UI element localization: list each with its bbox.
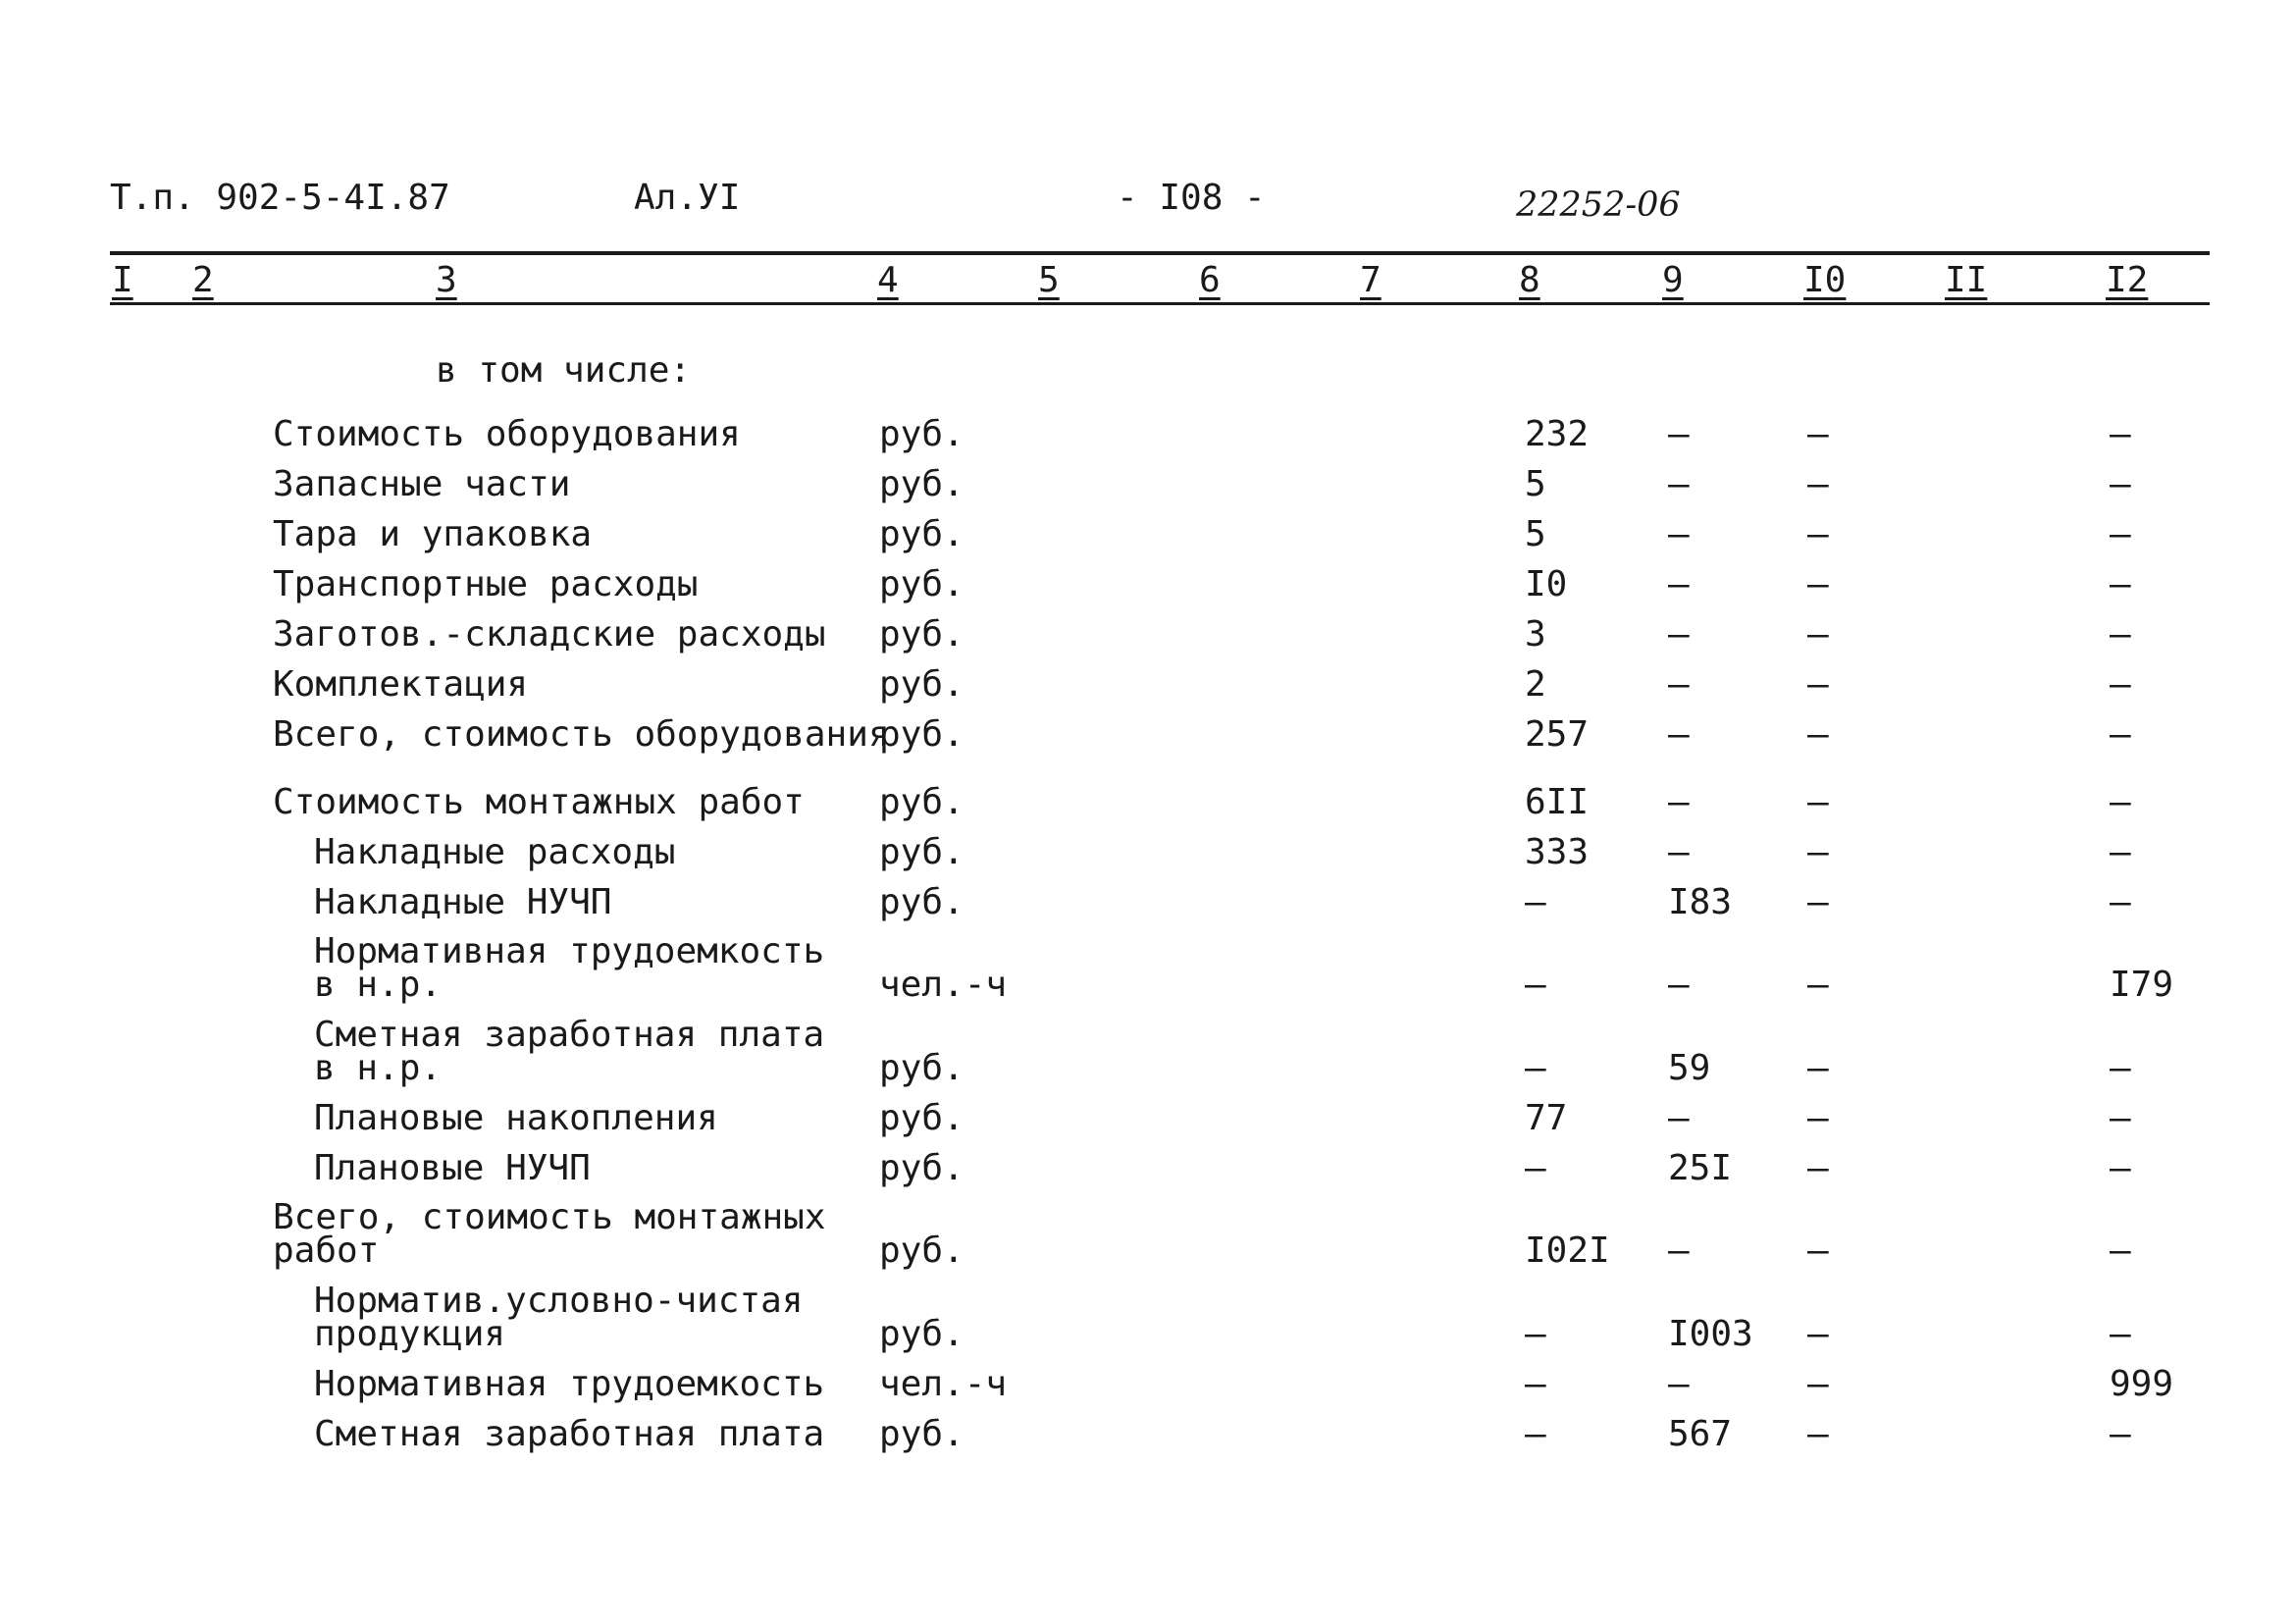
row-value-col12: – <box>2110 782 2131 822</box>
row-value-col8: 232 <box>1525 414 1590 454</box>
row-value-col8: – <box>1525 965 1546 1005</box>
row-unit: руб. <box>879 714 965 755</box>
column-number-2: 2 <box>192 260 214 300</box>
row-label: Стоимость монтажных работ <box>273 782 805 822</box>
row-value-col12: – <box>2110 664 2131 705</box>
row-label: Заготов.-складские расходы <box>273 614 826 655</box>
column-header-rule <box>110 302 2210 305</box>
row-value-col9: 25I <box>1668 1148 1733 1188</box>
row-value-col12: – <box>2110 882 2131 922</box>
row-value-col8: 3 <box>1525 614 1546 655</box>
row-value-col9: I83 <box>1668 882 1733 922</box>
row-value-col10: – <box>1807 1048 1829 1088</box>
column-number-12: I2 <box>2106 260 2149 300</box>
column-number-11: II <box>1945 260 1988 300</box>
row-value-col10: – <box>1807 1098 1829 1138</box>
row-value-col10: – <box>1807 514 1829 554</box>
row-label: Плановые накопления <box>314 1098 718 1138</box>
column-number-8: 8 <box>1519 260 1540 300</box>
section-title: в том числе: <box>436 350 692 391</box>
row-value-col8: 257 <box>1525 714 1590 755</box>
row-value-col8: – <box>1525 1314 1546 1354</box>
row-value-col8: I02I <box>1525 1231 1610 1271</box>
row-label: Комплектация <box>273 664 529 705</box>
row-unit: руб. <box>879 782 965 822</box>
row-value-col12: – <box>2110 1148 2131 1188</box>
row-value-col9: – <box>1668 414 1690 454</box>
row-unit: руб. <box>879 1148 965 1188</box>
row-value-col9: – <box>1668 564 1690 604</box>
row-value-col9: I003 <box>1668 1314 1753 1354</box>
row-value-col8: 77 <box>1525 1098 1568 1138</box>
row-value-col9: – <box>1668 1364 1690 1404</box>
row-value-col8: 333 <box>1525 832 1590 872</box>
row-label: Сметная заработная плата <box>314 1414 825 1454</box>
row-unit: руб. <box>879 1231 965 1271</box>
row-value-col8: 5 <box>1525 514 1546 554</box>
row-value-col10: – <box>1807 782 1829 822</box>
row-value-col9: – <box>1668 514 1690 554</box>
row-label: Запасные части <box>273 464 571 504</box>
row-value-col10: – <box>1807 414 1829 454</box>
row-unit: руб. <box>879 664 965 705</box>
document-number: 22252-06 <box>1516 185 1681 225</box>
row-unit: руб. <box>879 514 965 554</box>
row-label: Нормативная трудоемкость <box>314 1364 825 1404</box>
album-number: Ал.УI <box>634 178 741 218</box>
row-value-col9: – <box>1668 1231 1690 1271</box>
project-code: Т.п. 902-5-4I.87 <box>110 178 450 218</box>
row-label: Плановые НУЧП <box>314 1148 591 1188</box>
row-value-col12: – <box>2110 1414 2131 1454</box>
row-value-col10: – <box>1807 1148 1829 1188</box>
row-value-col10: – <box>1807 664 1829 705</box>
row-value-col8: – <box>1525 1364 1546 1404</box>
column-number-9: 9 <box>1662 260 1684 300</box>
row-value-col12: – <box>2110 1314 2131 1354</box>
row-value-col8: 6II <box>1525 782 1590 822</box>
column-number-4: 4 <box>877 260 899 300</box>
row-value-col10: – <box>1807 714 1829 755</box>
column-number-7: 7 <box>1360 260 1382 300</box>
row-value-col10: – <box>1807 832 1829 872</box>
row-value-col10: – <box>1807 1364 1829 1404</box>
row-value-col9: – <box>1668 614 1690 655</box>
row-label-line2: работ <box>273 1231 380 1271</box>
row-label: Накладные НУЧП <box>314 882 612 922</box>
row-value-col8: 5 <box>1525 464 1546 504</box>
row-unit: руб. <box>879 1098 965 1138</box>
column-number-1: I <box>112 260 133 300</box>
row-unit: руб. <box>879 832 965 872</box>
row-value-col12: – <box>2110 614 2131 655</box>
row-value-col12: – <box>2110 714 2131 755</box>
row-unit: руб. <box>879 882 965 922</box>
row-value-col9: – <box>1668 714 1690 755</box>
row-value-col9: – <box>1668 782 1690 822</box>
row-value-col12: – <box>2110 832 2131 872</box>
row-unit: руб. <box>879 1048 965 1088</box>
row-label-line2: в н.р. <box>314 965 443 1005</box>
column-number-10: I0 <box>1803 260 1847 300</box>
row-value-col12: – <box>2110 514 2131 554</box>
row-value-col10: – <box>1807 614 1829 655</box>
row-label: Стоимость оборудования <box>273 414 741 454</box>
row-value-col8: – <box>1525 882 1546 922</box>
row-value-col8: – <box>1525 1148 1546 1188</box>
row-value-col9: – <box>1668 464 1690 504</box>
row-value-col9: 59 <box>1668 1048 1711 1088</box>
row-unit: чел.-ч <box>879 965 1008 1005</box>
row-value-col12: – <box>2110 414 2131 454</box>
row-value-col12: I79 <box>2110 965 2174 1005</box>
column-number-3: 3 <box>436 260 457 300</box>
row-label-line1: Сметная заработная плата <box>314 1015 825 1055</box>
row-value-col12: – <box>2110 1098 2131 1138</box>
row-value-col9: – <box>1668 965 1690 1005</box>
row-value-col9: – <box>1668 1098 1690 1138</box>
row-label-line2: продукция <box>314 1314 506 1354</box>
row-label: Всего, стоимость оборудования <box>273 714 890 755</box>
row-unit: руб. <box>879 414 965 454</box>
table-top-rule <box>110 251 2210 255</box>
row-label: Транспортные расходы <box>273 564 699 604</box>
row-unit: руб. <box>879 1414 965 1454</box>
row-value-col12: – <box>2110 1048 2131 1088</box>
row-label: Тара и упаковка <box>273 514 593 554</box>
row-value-col12: – <box>2110 564 2131 604</box>
row-value-col10: – <box>1807 464 1829 504</box>
row-value-col8: – <box>1525 1048 1546 1088</box>
row-value-col8: 2 <box>1525 664 1546 705</box>
row-label-line2: в н.р. <box>314 1048 443 1088</box>
row-value-col10: – <box>1807 564 1829 604</box>
row-value-col9: 567 <box>1668 1414 1733 1454</box>
row-value-col10: – <box>1807 965 1829 1005</box>
row-value-col10: – <box>1807 1314 1829 1354</box>
row-unit: руб. <box>879 1314 965 1354</box>
row-value-col8: – <box>1525 1414 1546 1454</box>
page-number: - I08 - <box>1117 178 1266 218</box>
row-value-col8: I0 <box>1525 564 1568 604</box>
row-value-col10: – <box>1807 1231 1829 1271</box>
row-value-col12: – <box>2110 464 2131 504</box>
row-label-line1: Нормативная трудоемкость <box>314 931 825 971</box>
row-value-col12: – <box>2110 1231 2131 1271</box>
row-unit: руб. <box>879 614 965 655</box>
row-label: Накладные расходы <box>314 832 676 872</box>
row-unit: руб. <box>879 464 965 504</box>
row-value-col9: – <box>1668 664 1690 705</box>
row-value-col12: 999 <box>2110 1364 2174 1404</box>
column-number-5: 5 <box>1038 260 1060 300</box>
row-value-col10: – <box>1807 882 1829 922</box>
row-value-col9: – <box>1668 832 1690 872</box>
row-unit: руб. <box>879 564 965 604</box>
row-value-col10: – <box>1807 1414 1829 1454</box>
row-label-line1: Всего, стоимость монтажных <box>273 1197 826 1237</box>
column-number-6: 6 <box>1199 260 1221 300</box>
row-unit: чел.-ч <box>879 1364 1008 1404</box>
row-label-line1: Норматив.условно-чистая <box>314 1281 804 1321</box>
